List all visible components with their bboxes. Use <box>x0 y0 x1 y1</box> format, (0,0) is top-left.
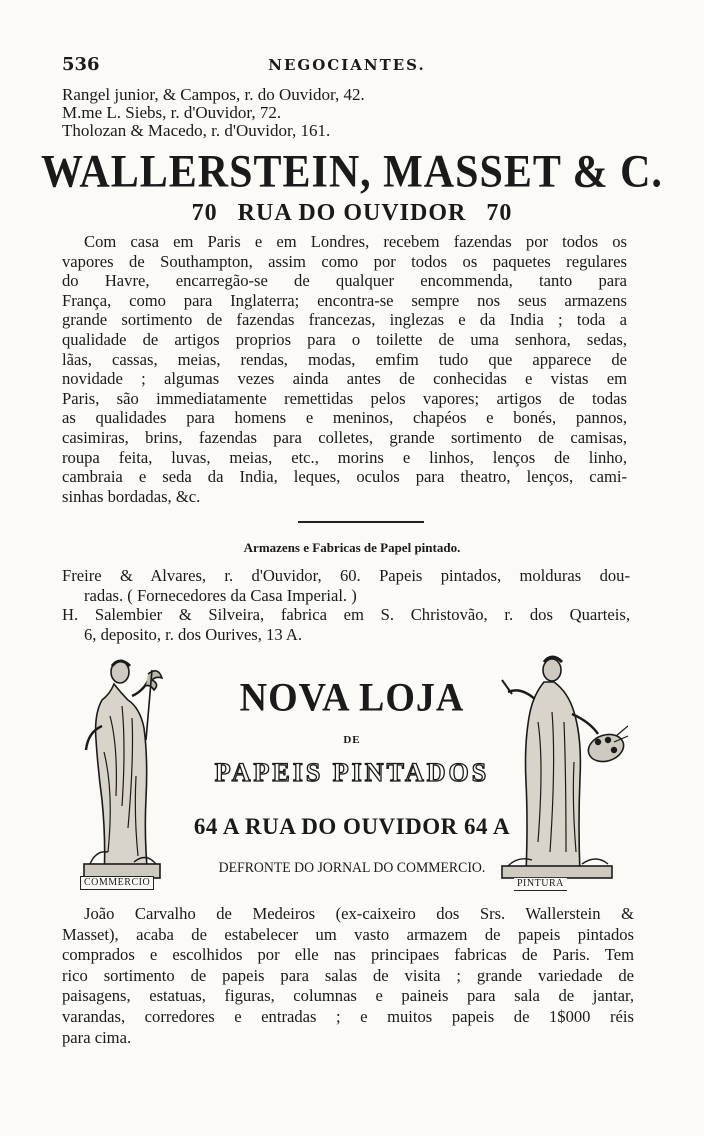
body-line: Com casa em Paris e em Londres, recebem fazendas por todos os <box>84 232 627 251</box>
merchant-listings <box>62 86 632 140</box>
body-line: roupa feita, luvas, meias, etc., morins e linhos, lenços de linho, <box>62 447 627 467</box>
section-heading: Armazens e Fabricas de Papel pintado. <box>243 540 461 555</box>
body-line: varandas, corredores e entradas ; e muitos papeis de 1$000 réis <box>62 1006 634 1026</box>
body-line: novidade ; algumas vezes ainda antes de conhecidas e vistas em <box>62 369 627 389</box>
body-line: rico sortimento de papeis para salas de visita ; grande variedade de <box>62 965 634 985</box>
section-divider <box>298 521 424 523</box>
body-line: vapores de Southampton, assim como por todos os paquetes regulares <box>62 251 627 271</box>
nova-loja-address: 64 A RUA DO OUVIDOR 64 A <box>193 814 511 839</box>
body-line: grande sortimento de fazendas francezas, inglezas e da India ; toda a <box>62 310 627 330</box>
body-line: França, como para Inglaterra; encontra-se sempre nos seus armazens <box>62 290 627 310</box>
body-line: Masset), acaba de estabelecer um vasto armazem de papeis pintados <box>62 924 634 944</box>
address-number-left: 70 <box>191 200 218 226</box>
body-line: João Carvalho de Medeiros (ex-caixeiro dos Srs. Wallerstein & <box>84 904 634 923</box>
body-line: cambraia e seda da India, leques, oculos para theatro, lenços, cami- <box>62 467 627 487</box>
body-line: do Havre, encarregão-se de qualquer encommenda, tanto para <box>62 271 627 291</box>
running-title: NEGOCIANTES. <box>268 56 426 74</box>
address-number-right: 70 <box>486 200 513 226</box>
address-street: RUA DO OUVIDOR <box>237 200 467 226</box>
page-number: 536 <box>62 54 100 75</box>
nova-loja-title: NOVA LOJA <box>239 675 465 721</box>
body-line: lãas, cassas, meias, rendas, modas, emfim tudo que apparece de <box>62 349 627 369</box>
page-header <box>62 54 632 78</box>
commerce-label: COMMERCIO <box>80 876 154 890</box>
nova-loja-body <box>62 904 634 1048</box>
listing-line: Rangel junior, & Campos, r. do Ouvidor, 42. <box>62 85 365 104</box>
body-line: Paris, são immediatamente remettidas pelos vapores; artigos de todas <box>62 388 627 408</box>
body-line: as qualidades para homens e meninos, chapéos e bonés, pannos, <box>62 408 627 428</box>
wallerstein-title: WALLERSTEIN, MASSET & C. <box>41 146 663 198</box>
listing-line: M.me L. Siebs, r. d'Ouvidor, 72. <box>62 103 282 122</box>
wallerstein-address <box>0 200 704 227</box>
body-line: sinhas bordadas, &c. <box>62 486 201 506</box>
painting-label: PINTURA <box>514 878 567 891</box>
body-line: para cima. <box>62 1027 132 1047</box>
body-line: paisagens, estatuas, figuras, columnas e paineis para sala de jantar, <box>62 986 634 1006</box>
body-line: qualidade de artigos proprios para o toilette de uma senhora, sedas, <box>62 329 627 349</box>
nova-loja-location-note: DEFRONTE DO JORNAL DO COMMERCIO. <box>218 860 486 876</box>
nova-loja-subtitle: PAPEIS PINTADOS <box>214 758 490 787</box>
entry-line: H. Salembier & Silveira, fabrica em S. Christovão, r. dos Quarteis, <box>62 605 630 625</box>
entry-line: radas. ( Fornecedores da Casa Imperial. ) <box>84 585 357 605</box>
listing-line: Tholozan & Macedo, r. d'Ouvidor, 161. <box>62 121 331 140</box>
papel-entries <box>62 566 630 644</box>
body-line: casimiras, brins, fazendas para colletes, grande sortimento de camisas, <box>62 427 627 447</box>
entry-line: Freire & Alvares, r. d'Ouvidor, 60. Papeis pintados, molduras dou- <box>62 566 630 585</box>
entry-line: 6, deposito, r. dos Ourives, 13 A. <box>84 624 303 644</box>
nova-loja-de: DE <box>343 734 361 746</box>
wallerstein-body <box>62 232 627 506</box>
body-line: comprados e escolhidos por elle nas principaes fabricas de Paris. Tem <box>62 945 634 965</box>
